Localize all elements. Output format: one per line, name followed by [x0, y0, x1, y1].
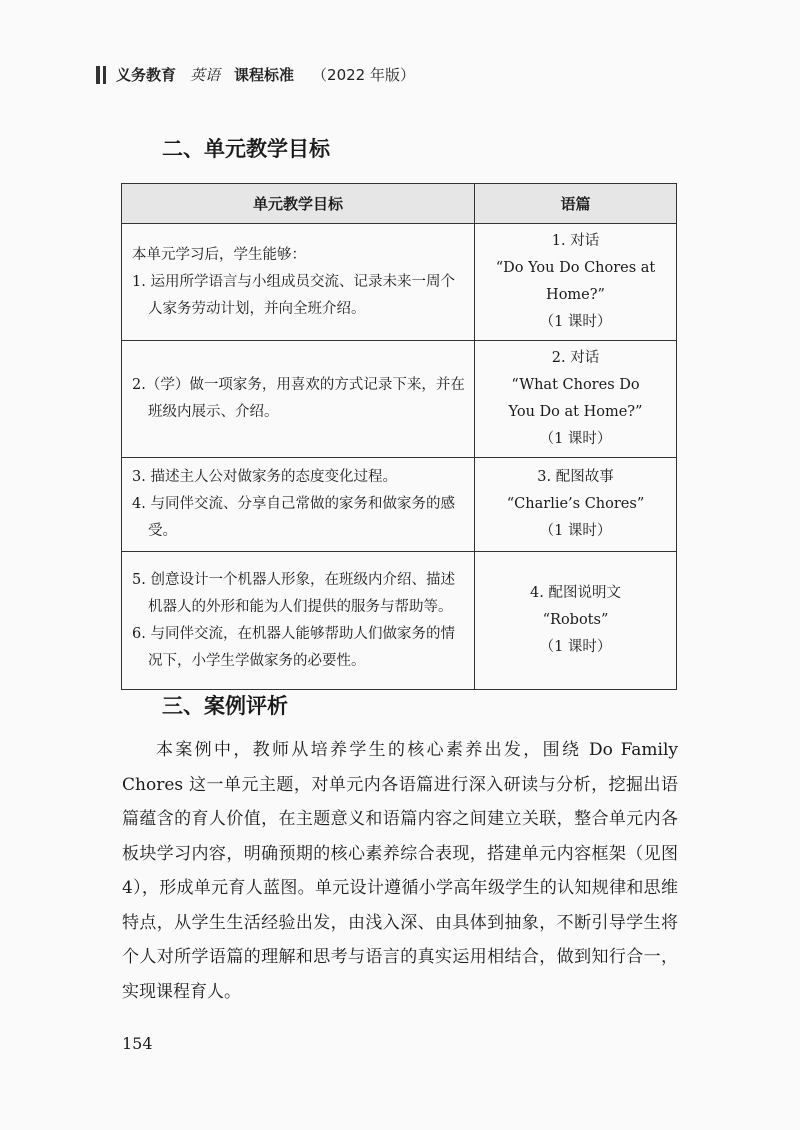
table-row	[122, 458, 677, 552]
text-title: “What Chores Do	[511, 377, 640, 393]
objective-item: 4. 与同伴交流、分享自己常做的家务和做家务的感受。	[132, 496, 455, 539]
objective-item: 2.（学）做一项家务，用喜欢的方式记录下来，并在班级内展示、介绍。	[132, 377, 465, 420]
header-book: 义务教育	[116, 66, 177, 84]
text-title-cont: You Do at Home?”	[508, 404, 643, 420]
section-title-goals: 二、单元教学目标	[162, 137, 330, 161]
table-row	[122, 341, 677, 458]
text-lessons: （1 课时）	[539, 523, 612, 539]
case-paragraph: 本案例中，教师从培养学生的核心素养出发，围绕 Do Family Chores 这一单元主题，对单元内各语篇进行深入研读与分析，挖掘出语篇蕴含的育人价值，在主题意义和语篇内容之间建立关联，整合单元内各板块学习内容，明确预期的核心素养综合表现，搭建单元内容框架（见图 4），形成单元育人蓝图。单元设计遵循小学高年级学生的认知规律和思维特点，从学生生活经验出发，由浅入深、由具体到抽象，不断引导学生将个人对所学语篇的理解和思考与语言的真实运用相结合，做到知行合一，实现课程育人。	[122, 740, 678, 1002]
table-row	[122, 224, 677, 341]
texts-cell	[475, 341, 677, 458]
objectives-cell	[122, 552, 475, 690]
text-lessons: （1 课时）	[539, 431, 612, 447]
text-lessons: （1 课时）	[539, 639, 612, 655]
header-bars-icon	[96, 66, 106, 84]
goals-table	[121, 183, 677, 690]
header-title: 课程标准	[234, 66, 295, 84]
text-title: “Charlie’s Chores”	[506, 496, 645, 512]
text-lessons: （1 课时）	[539, 314, 612, 330]
text-type: 2. 对话	[551, 350, 600, 366]
table-row	[122, 552, 677, 690]
table-header-goals: 单元教学目标	[122, 184, 475, 224]
objective-item: 6. 与同伴交流，在机器人能够帮助人们做家务的情况下，小学生学做家务的必要性。	[132, 625, 455, 669]
texts-cell	[475, 224, 677, 341]
objectives-cell	[122, 458, 475, 552]
text-type: 1. 对话	[551, 233, 600, 249]
objective-intro: 本单元学习后，学生能够：	[132, 246, 306, 263]
objectives-cell	[122, 341, 475, 458]
objective-item: 5. 创意设计一个机器人形象，在班级内介绍、描述机器人的外形和能为人们提供的服务与帮助等。	[132, 571, 455, 615]
header-version: （2022 年版）	[312, 66, 415, 84]
text-title: “Robots”	[542, 612, 609, 628]
section-title-case: 三、案例评析	[162, 694, 288, 718]
table-header-texts: 语篇	[475, 184, 677, 224]
objectives-cell	[122, 224, 475, 341]
objective-item: 1. 运用所学语言与小组成员交流、记录未来一周个人家务劳动计划，并向全班介绍。	[132, 273, 455, 317]
header-subject: 英语	[190, 66, 221, 84]
objective-item: 3. 描述主人公对做家务的态度变化过程。	[132, 469, 397, 485]
text-type: 3. 配图故事	[537, 469, 614, 485]
page-number: 154	[122, 1034, 153, 1053]
running-header	[96, 64, 415, 85]
text-title: “Do You Do Chores at Home?”	[495, 260, 656, 303]
texts-cell	[475, 552, 677, 690]
texts-cell	[475, 458, 677, 552]
text-type: 4. 配图说明文	[530, 585, 621, 601]
